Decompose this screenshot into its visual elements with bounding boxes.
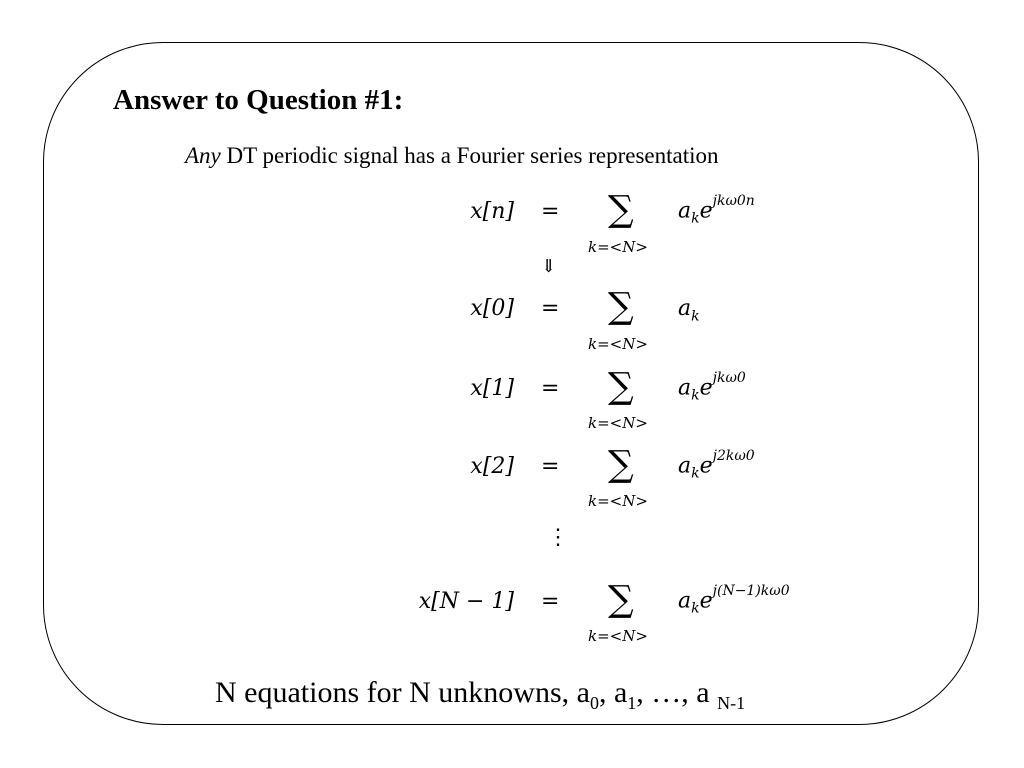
sum-symbol: ∑ [608, 366, 634, 407]
sum-limit: k=<N> [588, 492, 648, 510]
implies-arrow: ⇓ [541, 256, 557, 277]
sum-limit: k=<N> [588, 238, 648, 256]
intro-rest: DT periodic signal has a Fourier series representation [220, 143, 719, 168]
sum-symbol: ∑ [608, 286, 634, 327]
equation-lhs: x[0] [470, 296, 514, 321]
equation-term: $a_ke^{j2k\omega 0}$ [678, 448, 755, 482]
slide-title: Answer to Question #1: [113, 84, 404, 116]
sum-limit: k=<N> [588, 414, 648, 432]
equation-lhs: x[2] [470, 454, 514, 479]
intro-emphasis: Any [185, 143, 221, 168]
sum-symbol: ∑ [608, 444, 634, 485]
footer-text: N equations for N unknowns, $a_0$, $a_1$, …, a $_{N-1}$ [215, 676, 746, 713]
sum-limit: k=<N> [588, 627, 648, 645]
vertical-ellipsis: ⋮ [547, 525, 569, 550]
equals-sign: = [541, 376, 560, 401]
equation-lhs: x[N − 1] [418, 589, 514, 614]
equals-sign: = [541, 199, 560, 224]
equation-term: $a_ke^{jk\omega 0}$ [678, 370, 746, 404]
equation-lhs: x[n] [470, 199, 514, 224]
equation-term: $a_ke^{jk\omega 0n}$ [678, 193, 755, 227]
equals-sign: = [541, 589, 560, 614]
sum-limit: k=<N> [588, 335, 648, 353]
equals-sign: = [541, 296, 560, 321]
intro-text [185, 143, 719, 169]
equals-sign: = [541, 454, 560, 479]
sum-symbol: ∑ [608, 579, 634, 620]
sum-symbol: ∑ [608, 189, 634, 230]
equation-lhs: x[1] [470, 376, 514, 401]
equation-term: $a_k$ [678, 296, 700, 325]
equation-term: $a_ke^{j(N-1)k\omega 0}$ [678, 583, 790, 617]
